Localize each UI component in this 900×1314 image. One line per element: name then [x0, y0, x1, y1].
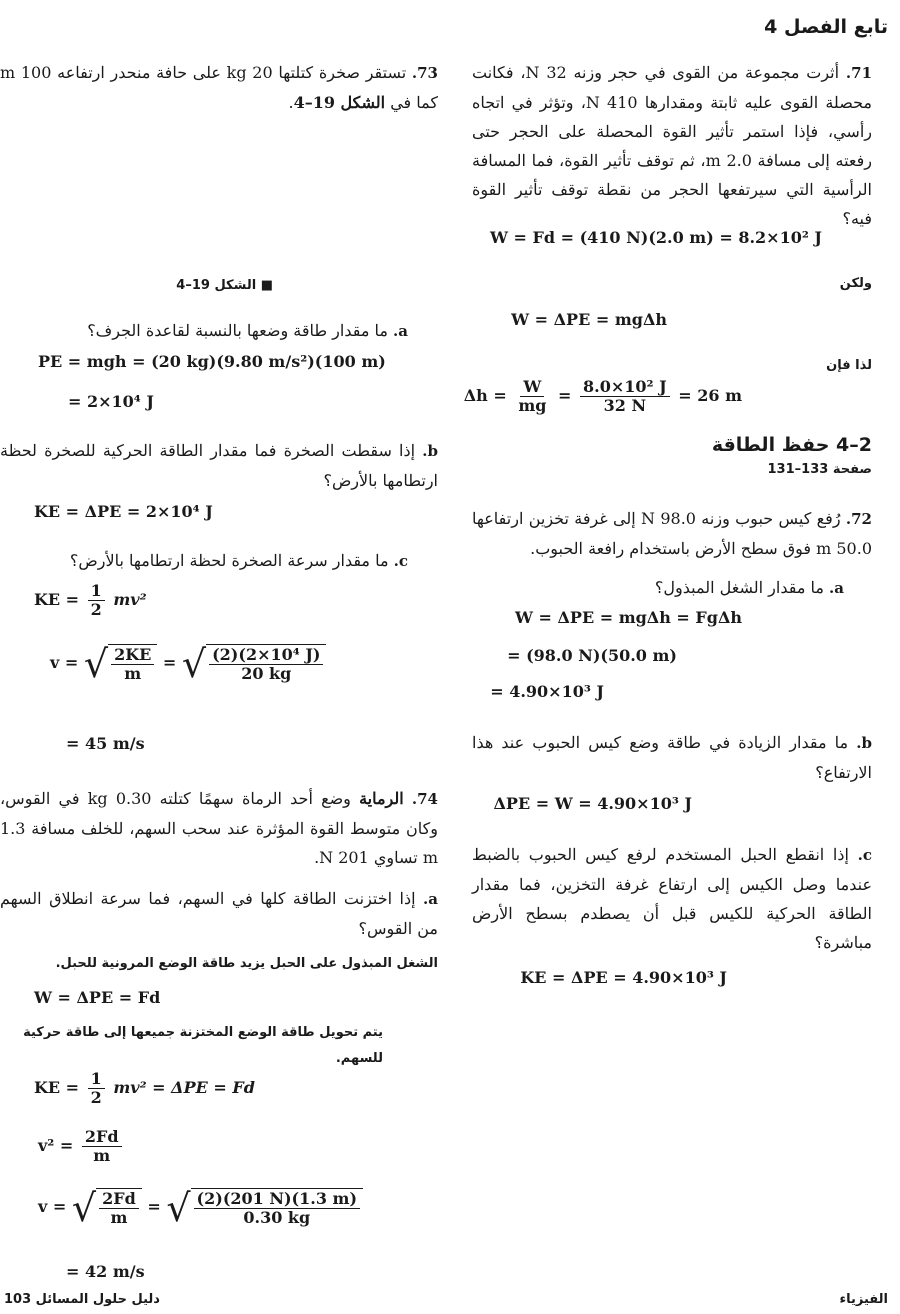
part-text: إذا اختزنت الطاقة كلها في السهم، فما سرعة انطلاق السهم من القوس؟: [0, 889, 438, 938]
fraction: [88, 1070, 105, 1107]
numerator: 8.0×10² J: [580, 378, 670, 397]
radical-sign: √: [71, 1185, 97, 1230]
section-pages: صفحة 133–131: [767, 462, 872, 477]
denominator: m: [110, 1208, 128, 1227]
denominator: 20 kg: [241, 664, 292, 683]
denominator: m: [124, 664, 142, 683]
radical: [71, 1185, 142, 1230]
part-text: ما مقدار الشغل المبذول؟: [654, 578, 824, 597]
part-b: [0, 436, 438, 495]
part-a: [655, 573, 844, 603]
equation: W = ΔPE = mgΔh: [511, 310, 667, 329]
equation: = 4.90×10³ J: [490, 682, 604, 701]
equation-fraction: [464, 378, 742, 415]
fraction: [82, 1128, 122, 1165]
equation: = (98.0 N)(50.0 m): [507, 646, 677, 665]
numerator: (2)(201 N)(1.3 m): [194, 1190, 360, 1209]
fraction: [88, 582, 105, 619]
part-label: c.: [393, 552, 408, 570]
fraction: [209, 646, 323, 683]
footer-book-label: دليل حلول المسائل: [35, 1292, 160, 1307]
section-title: 2–4 حفظ الطاقة: [711, 434, 872, 456]
eq-part: KE =: [34, 1078, 80, 1097]
equation: = 45 m/s: [66, 734, 145, 753]
question-73: [0, 58, 438, 117]
fraction: [99, 1190, 139, 1227]
radical-sign: √: [166, 1185, 191, 1230]
denominator: 2: [90, 600, 102, 619]
part-label: b.: [422, 442, 438, 460]
part-text: ما مقدار سرعة الصخرة لحظة ارتطامها بالأرض؟: [69, 551, 389, 570]
part-c: [472, 840, 872, 957]
question-text: وضع أحد الرماة سهمًا كتلته 0.30 kg في القوس، وكان متوسط القوة المؤثرة عند سحب السهم، للخلف مسافة 1.3 m تساوي 201 N.: [0, 789, 438, 867]
denominator: 2: [90, 1088, 102, 1107]
eq-part: KE =: [34, 590, 80, 609]
page-number: 103: [4, 1292, 32, 1307]
part-text: إذا انقطع الحبل المستخدم لرفع كيس الحبوب بالضبط عندما وصل الكيس إلى ارتفاع غرفة التخزين، فما مقدار الطاقة الحركية للكيس قبل أن يصطدم بسطح الأرض مباشرة؟: [472, 845, 872, 952]
fraction: [194, 1190, 360, 1227]
part-label: c.: [857, 846, 872, 864]
question-text: تستقر صخرة كتلتها 20 kg على حافة منحدر ارتفاعه 100 m كما في: [0, 63, 438, 112]
question-number: 71.: [845, 64, 873, 82]
question-title: الرماية: [359, 789, 404, 808]
radical: [166, 1185, 363, 1230]
eq-part: mv²: [113, 590, 147, 609]
eq-part: =: [558, 386, 572, 405]
question-number: 74.: [411, 790, 438, 808]
radical-body: [206, 644, 326, 683]
equation: KE = ΔPE = 2×10⁴ J: [34, 502, 213, 521]
part-label: a.: [393, 322, 408, 340]
eq-part: = 26 m: [678, 386, 742, 405]
equation: W = ΔPE = Fd: [34, 988, 161, 1007]
part-a: [87, 316, 408, 346]
part-a: [0, 884, 438, 943]
eq-part: v =: [50, 653, 79, 672]
equation: W = Fd = (410 N)(2.0 m) = 8.2×10² J: [489, 228, 822, 247]
fraction: [580, 378, 670, 415]
denominator: m: [93, 1146, 111, 1165]
radical-sign: √: [181, 641, 207, 686]
equation: KE = ΔPE = 4.90×10³ J: [520, 968, 727, 987]
radical-body: [191, 1188, 363, 1227]
radical-body: [108, 644, 157, 683]
eq-part: =: [162, 653, 177, 672]
part-text: ما مقدار الزيادة في طاقة وضع كيس الحبوب عند هذا الارتفاع؟: [472, 733, 872, 782]
fraction: [111, 646, 154, 683]
radical-sign: √: [83, 641, 109, 686]
question-text: رُفع كيس حبوب وزنه 98.0 N إلى غرفة تخزين ارتفاعها 50.0 m فوق سطح الأرض باستخدام رافعة الحبوب.: [472, 509, 872, 558]
eq-part: mv² = ΔPE = Fd: [113, 1078, 255, 1097]
equation-fraction: [38, 1128, 125, 1165]
note: الشغل المبذول على الحبل يزيد طاقة الوضع المرونية للحبل.: [55, 956, 438, 971]
note: يتم تحويل طاقة الوضع المختزنة جميعها إلى طاقة حركية للسهم.: [23, 1025, 383, 1066]
eq-part: v =: [38, 1197, 67, 1216]
equation: = 2×10⁴ J: [68, 392, 154, 411]
denominator: mg: [518, 396, 547, 415]
numerator: 1: [88, 582, 105, 601]
footer-left: [4, 1292, 160, 1307]
denominator: 32 N: [603, 396, 647, 415]
denominator: 0.30 kg: [243, 1208, 311, 1227]
chapter-header: تابع الفصل 4: [764, 16, 888, 38]
question-71: [472, 58, 872, 233]
question-74: [0, 784, 438, 872]
numerator: 1: [88, 1070, 105, 1089]
figure-caption: ■ الشكل 19–4: [176, 278, 273, 293]
question-text: أثرت مجموعة من القوى في حجر وزنه 32 N، فكانت محصلة القوى عليه ثابتة ومقدارها 410 N، وتؤثر في اتجاه رأسي، فإذا استمر تأثير القوة المحصلة على الحجر حتى رفعته إلى مسافة 2.0 m، ثم توقف تأثير القوة، فما المسافة الرأسية التي سيرتفعها الحجر من نقطة توقف تأثير القوة فيه؟: [472, 63, 872, 228]
part-text: إذا سقطت الصخرة فما مقدار الطاقة الحركية للصخرة لحظة ارتطامها بالأرض؟: [0, 441, 438, 490]
eq-part: =: [147, 1197, 161, 1216]
equation: W = ΔPE = mgΔh = FgΔh: [514, 608, 742, 627]
equation-radical: [50, 641, 326, 686]
numerator: 2KE: [111, 646, 154, 665]
numerator: (2)(2×10⁴ J): [209, 646, 323, 665]
note-label: ولكن: [839, 276, 872, 291]
equation: PE = mgh = (20 kg)(9.80 m/s²)(100 m): [38, 352, 386, 371]
radical: [181, 641, 327, 686]
part-label: a.: [423, 890, 438, 908]
equation-fraction: [34, 1070, 255, 1107]
question-number: 73.: [411, 64, 438, 82]
eq-part: Δh =: [463, 386, 507, 405]
question-number: 72.: [845, 510, 872, 528]
fraction: [515, 378, 549, 415]
figure-reference: الشكل 19–4: [293, 93, 386, 112]
equation: = 42 m/s: [66, 1262, 145, 1281]
part-label: b.: [856, 734, 872, 752]
equation: ΔPE = W = 4.90×10³ J: [493, 794, 692, 813]
radical: [83, 641, 157, 686]
period: .: [288, 93, 294, 112]
radical-body: [96, 1188, 142, 1227]
eq-part: v² =: [38, 1136, 74, 1155]
question-72: [472, 504, 872, 563]
part-text: ما مقدار طاقة وضعها بالنسبة لقاعدة الجرف؟: [87, 321, 388, 340]
equation-radical: [38, 1185, 363, 1230]
equation-fraction: [34, 582, 147, 619]
numerator: 2Fd: [82, 1128, 122, 1147]
footer-subject: الفيزياء: [839, 1292, 888, 1307]
part-b: [472, 728, 872, 787]
note-label: لذا فإن: [826, 358, 872, 373]
numerator: W: [520, 378, 544, 397]
part-label: a.: [829, 579, 844, 597]
numerator: 2Fd: [99, 1190, 139, 1209]
part-c: [70, 546, 408, 576]
